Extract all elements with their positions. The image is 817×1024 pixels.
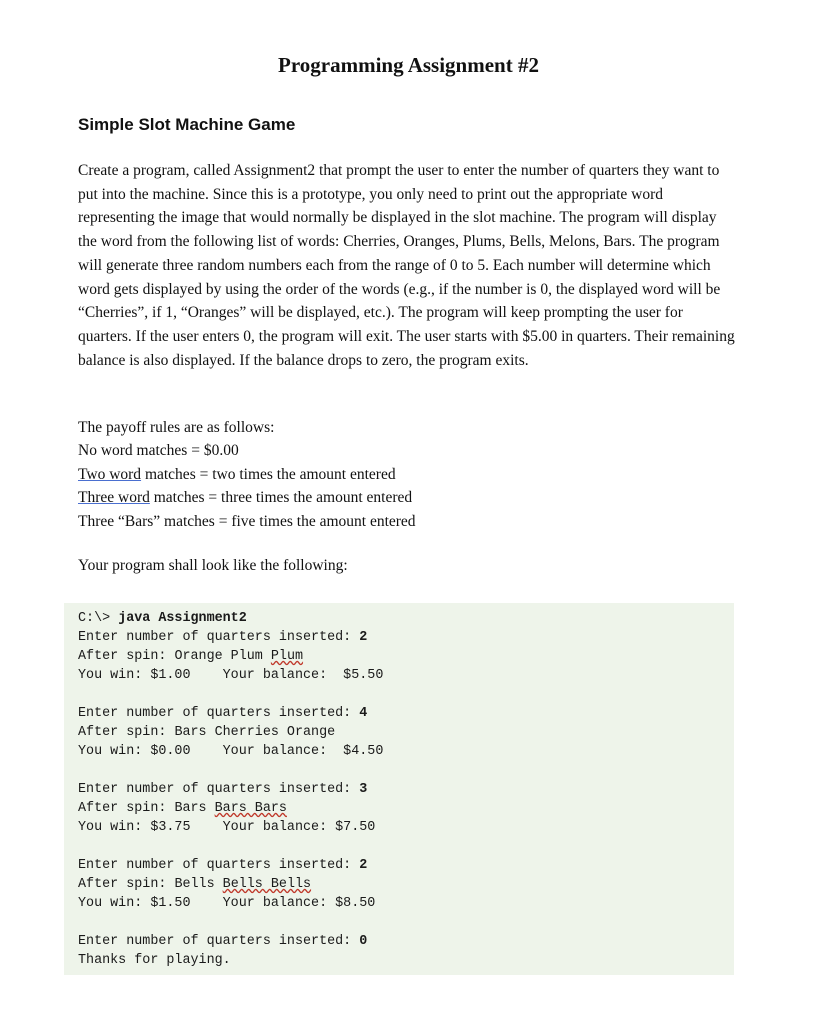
console-win-line: You win: $0.00 Your balance: $4.50 <box>78 744 384 759</box>
rule-two-word-underlined: Two word <box>78 465 142 483</box>
spin-label: After spin: <box>78 725 175 740</box>
spin-words-squiggle: Bars Bars <box>214 801 287 816</box>
console-win-line: You win: $1.00 Your balance: $5.50 <box>78 668 384 683</box>
section-subtitle: Simple Slot Machine Game <box>78 115 296 134</box>
quarters-input: 2 <box>359 858 368 873</box>
quarters-input: 0 <box>359 934 368 949</box>
console-enter-line <box>78 628 383 647</box>
spin-label: After spin: <box>78 877 175 892</box>
console-command-line <box>78 609 383 628</box>
console-win-line: You win: $1.50 Your balance: $8.50 <box>78 896 376 911</box>
console-enter-line <box>78 704 383 723</box>
console-thanks-line: Thanks for playing. <box>78 953 231 968</box>
spin-words: Bars <box>174 801 215 816</box>
spin-words: Bars Cherries Orange <box>174 725 336 740</box>
rules-heading: The payoff rules are as follows: <box>78 419 275 436</box>
spin-label: After spin: <box>78 801 175 816</box>
console-enter-line <box>78 932 383 951</box>
enter-label: Enter number of quarters inserted: <box>78 630 360 645</box>
spin-words: Bells <box>174 877 223 892</box>
console-win-line: You win: $3.75 Your balance: $7.50 <box>78 820 376 835</box>
description-paragraph: Create a program, called Assignment2 that prompt the user to enter the number of quarters they want to put into the machine. Since this is a prototype, you only need to print out the appropriate word representing the image that would normally be displayed in the slot machine. The program will display the word from the following list of words: Cherries, Oranges, Plums, Bells, Melons, Bars. The program will generate three random numbers each from the range of 0 to 5. Each number will determine which word gets displayed by using the order of the words (e.g., if the number is 0, the displayed word will be “Cherries”, if 1, “Oranges” will be displayed, etc.). The program will keep prompting the user for quarters. If the user enters 0, the program will exit. The user starts with $5.00 in quarters. Their remaining balance is also displayed. If the balance drops to zero, the program exits. <box>78 162 735 369</box>
console-command: java Assignment2 <box>118 611 247 626</box>
rule-two-word-text: matches = two times the amount entered <box>141 465 396 483</box>
enter-label: Enter number of quarters inserted: <box>78 706 360 721</box>
enter-label: Enter number of quarters inserted: <box>78 934 360 949</box>
console-spin-line <box>78 723 383 742</box>
example-intro: Your program shall look like the following: <box>78 557 348 574</box>
quarters-input: 2 <box>359 630 368 645</box>
rule-no-match: No word matches = $0.00 <box>78 442 239 460</box>
rule-three-word <box>78 486 416 509</box>
rule-three-word-underlined: Three word <box>78 489 150 507</box>
spin-label: After spin: <box>78 649 175 664</box>
console-spin-line <box>78 647 383 666</box>
spin-words-squiggle: Bells Bells <box>222 877 312 892</box>
rule-three-bars: Three “Bars” matches = five times the amount entered <box>78 512 416 530</box>
quarters-input: 4 <box>359 706 368 721</box>
rule-three-word-text: matches = three times the amount entered <box>149 489 413 507</box>
rule-two-word <box>78 463 416 486</box>
spin-words: Orange Plum <box>174 649 271 664</box>
page-title: Programming Assignment #2 <box>278 53 539 77</box>
console-spin-line <box>78 875 383 894</box>
payoff-rules <box>78 416 416 533</box>
quarters-input: 3 <box>359 782 368 797</box>
spin-words-squiggle: Plum <box>270 649 304 664</box>
console-enter-line <box>78 856 383 875</box>
console-prompt: C:\> <box>78 611 119 626</box>
enter-label: Enter number of quarters inserted: <box>78 858 360 873</box>
console-enter-line <box>78 780 383 799</box>
console-spin-line <box>78 799 383 818</box>
enter-label: Enter number of quarters inserted: <box>78 782 360 797</box>
console-output <box>78 609 383 970</box>
